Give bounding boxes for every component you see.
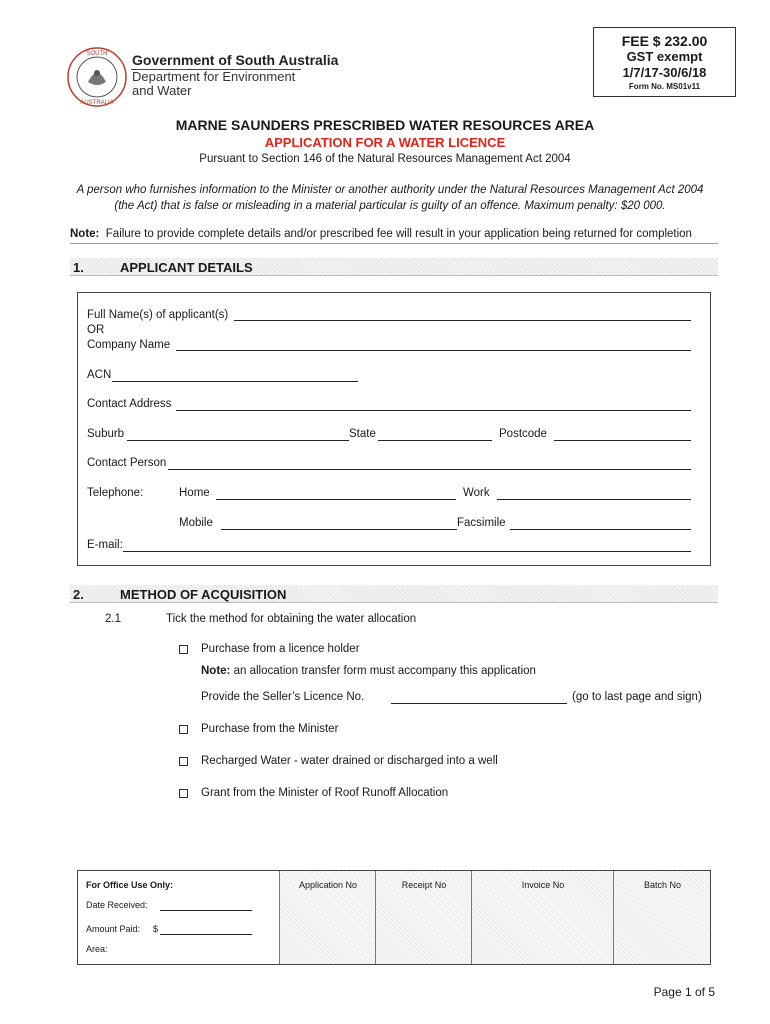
facsimile-label: Facsimile [457,517,506,529]
fee-amount: FEE $ 232.00 [621,33,708,49]
acn-label: ACN [87,369,112,381]
home-phone-label: Home [179,487,210,499]
date-received-field[interactable] [160,910,252,911]
section-2-number: 2. [73,587,84,602]
acn-field[interactable] [112,381,358,382]
or-label: OR [87,324,105,336]
section-1-number: 1. [73,260,84,275]
area-label: Area: [86,944,108,954]
seller-licence-hint: (go to last page and sign) [572,691,702,703]
work-phone-field[interactable] [497,499,691,500]
contact-person-field[interactable] [168,469,691,470]
invoice-no-header: Invoice No [521,880,565,890]
facsimile-field[interactable] [510,529,691,530]
item-number: 2.1 [105,613,121,625]
seller-licence-field[interactable] [391,703,567,704]
amount-paid-field[interactable] [160,934,252,935]
state-field[interactable] [378,440,492,441]
email-label: E-mail: [87,539,123,551]
date-received-label: Date Received: [86,900,148,910]
mobile-field[interactable] [221,529,457,530]
receipt-no-header: Receipt No [401,880,447,890]
section-2-title: METHOD OF ACQUISITION [120,587,287,602]
recharged-water-checkbox[interactable] [179,757,188,766]
fee-period: 1/7/17-30/6/18 [622,65,707,80]
note-divider [70,243,718,244]
purchase-licence-holder-label: Purchase from a licence holder [201,643,360,655]
amount-paid-label: Amount Paid: [86,924,141,934]
purchase-minister-checkbox[interactable] [179,725,188,734]
company-name-field[interactable] [176,350,691,351]
telephone-label: Telephone: [87,487,144,499]
department-name [132,70,295,98]
department-line-1: Department for Environment [132,69,296,84]
completion-note [70,228,692,240]
email-field[interactable] [123,551,691,552]
note-text: Failure to provide complete details and/or prescribed fee will result in your application being returned for completion [105,228,692,240]
purchase-licence-holder-checkbox[interactable] [179,645,188,654]
home-phone-field[interactable] [216,499,456,500]
form-number: Form No. MS01v11 [628,82,701,91]
svg-text:SOUTH: SOUTH [86,51,108,57]
contact-address-field[interactable] [176,410,691,411]
application-no-header: Application No [298,880,358,890]
gst-status: GST exempt [626,49,703,64]
contact-address-label: Contact Address [87,398,172,410]
company-name-label: Company Name [87,339,171,351]
office-use-box [77,870,711,965]
note-label: Note: [70,228,100,240]
transfer-form-note [201,665,536,677]
applicant-details-box [77,292,711,566]
postcode-field[interactable] [554,440,691,441]
acquisition-instruction: Tick the method for obtaining the water allocation [166,613,417,625]
transfer-note-label: Note: [201,665,231,677]
purchase-minister-label: Purchase from the Minister [201,723,339,735]
batch-no-column[interactable] [613,871,710,964]
state-label: State [349,428,376,440]
page-number: Page 1 of 5 [653,985,715,999]
postcode-label: Postcode [499,428,547,440]
seller-licence-label: Provide the Seller’s Licence No. [201,691,365,703]
government-name: Government of South Australia [132,52,339,68]
suburb-label: Suburb [87,428,125,440]
mobile-label: Mobile [179,517,213,529]
section-1-title: APPLICANT DETAILS [120,260,253,275]
legal-warning: A person who furnishes information to the Minister or another authority under the Natural Resources Management Act 2004 (the Act) that is false or misleading in a material particular is guilty of an offence. Maximum penalty: $20 000. [76,184,704,212]
office-use-title: For Office Use Only: [86,880,174,890]
contact-person-label: Contact Person [87,457,167,469]
work-phone-label: Work [463,487,490,499]
full-name-field[interactable] [234,320,691,321]
area-title: MARNE SAUNDERS PRESCRIBED WATER RESOURCES AREA [175,117,595,133]
full-name-label: Full Name(s) of applicant(s) [87,309,229,321]
pursuant-text: Pursuant to Section 146 of the Natural Resources Management Act 2004 [199,153,571,165]
batch-no-header: Batch No [643,880,682,890]
fee-box [593,27,736,97]
suburb-field[interactable] [127,440,349,441]
invoice-no-column[interactable] [471,871,613,964]
receipt-no-column[interactable] [375,871,471,964]
roof-runoff-label: Grant from the Minister of Roof Runoff Allocation [201,787,449,799]
south-australia-crest-logo [66,46,128,108]
transfer-note-text: an allocation transfer form must accompany this application [233,665,536,677]
department-line-2: and Water [132,83,192,98]
recharged-water-label: Recharged Water - water drained or discharged into a well [201,755,498,767]
roof-runoff-checkbox[interactable] [179,789,188,798]
application-no-column[interactable] [279,871,375,964]
svg-text:AUSTRALIA: AUSTRALIA [80,100,114,106]
dollar-sign: $ [153,924,159,934]
application-title: APPLICATION FOR A WATER LICENCE [264,135,506,150]
